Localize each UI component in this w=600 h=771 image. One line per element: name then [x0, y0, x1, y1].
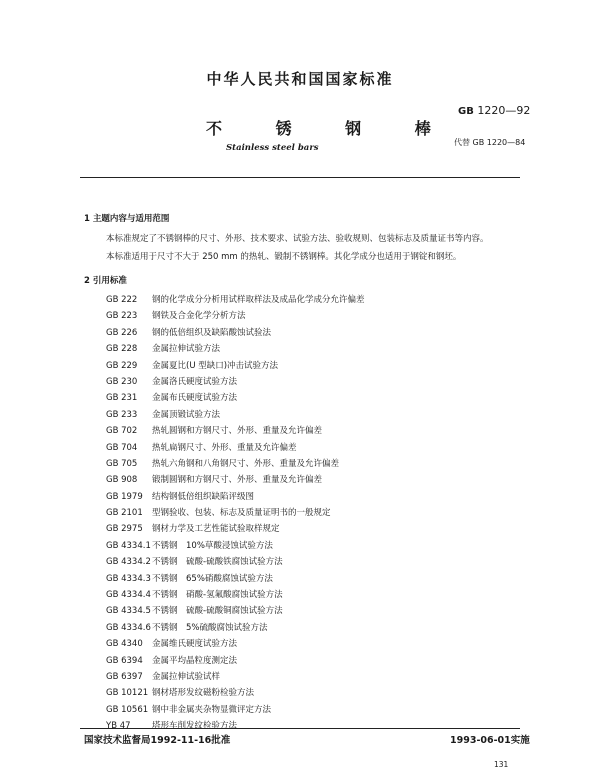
reference-code: GB 6394: [106, 655, 143, 666]
reference-item: [106, 374, 365, 390]
standard-number: 1220—92: [477, 104, 531, 117]
reference-title: 金属夏比(U 型缺口)冲击试验方法: [152, 360, 279, 371]
reference-item: [106, 472, 365, 488]
reference-item: [106, 554, 365, 570]
replaces-standard: 代替 GB 1220—84: [454, 138, 526, 147]
reference-title: 钢材力学及工艺性能试验取样规定: [152, 524, 280, 535]
reference-title: 钢铁及合金化学分析方法: [152, 311, 246, 322]
reference-title: 钢的化学成分分析用试样取样法及成品化学成分允许偏差: [152, 295, 365, 305]
reference-code: GB 231: [106, 393, 138, 404]
reference-item: [106, 456, 365, 472]
reference-title: 金属顶锻试验方法: [152, 409, 221, 420]
reference-title: 型钢验收、包装、标志及质量证明书的一般规定: [152, 508, 331, 519]
reference-title: 不锈钢 硫酸-硫酸铁腐蚀试验方法: [152, 557, 283, 568]
reference-item: [106, 341, 365, 357]
reference-title: 金属平均晶粒度测定法: [152, 655, 238, 666]
reference-item: [106, 669, 365, 685]
reference-item: [106, 521, 365, 537]
reference-code: GB 222: [106, 295, 138, 305]
reference-item: [106, 636, 365, 652]
reference-title: 钢中非金属夹杂物显微评定方法: [152, 704, 272, 715]
reference-item: [106, 308, 365, 324]
reference-code: GB 233: [106, 409, 138, 420]
reference-item: [106, 407, 365, 423]
implementation-date: 1993-06-01实施: [450, 735, 530, 746]
reference-item: [106, 538, 365, 554]
reference-code: GB 10561: [106, 704, 149, 715]
reference-item: [106, 603, 365, 619]
approval-date: 国家技术监督局1992-11-16批准: [84, 735, 231, 746]
reference-item: [106, 390, 365, 406]
reference-item: [106, 423, 365, 439]
reference-item: [106, 358, 365, 374]
reference-code: GB 704: [106, 442, 138, 453]
section-2-heading: 2 引用标准: [84, 276, 127, 286]
reference-title: 热轧六角钢和八角钢尺寸、外形、重量及允许偏差: [152, 458, 340, 469]
reference-code: GB 1979: [106, 491, 143, 502]
standard-code: [458, 104, 530, 117]
page-number: 131: [494, 760, 509, 769]
reference-title: 金属维氏硬度试验方法: [152, 639, 238, 650]
reference-code: GB 4334.2: [106, 557, 151, 568]
reference-title: 热轧扁钢尺寸、外形、重量及允许偏差: [152, 442, 297, 453]
reference-item: [106, 685, 365, 701]
reference-item: [106, 702, 365, 718]
reference-code: GB 4334.4: [106, 590, 151, 601]
reference-code: GB 4334.5: [106, 606, 151, 617]
section-1-heading: 1 主题内容与适用范围: [84, 214, 170, 224]
section-1-paragraph-2: 本标准适用于尺寸不大于 250 mm 的热轧、锻制不锈钢棒。其化学成分也适用于钢锭和钢坯。: [106, 252, 462, 262]
reference-title: 不锈钢 65%硝酸腐蚀试验方法: [152, 573, 273, 584]
reference-title: 锻制圆钢和方钢尺寸、外形、重量及允许偏差: [152, 475, 323, 486]
reference-title: 不锈钢 硫酸-硫酸铜腐蚀试验方法: [152, 606, 283, 617]
reference-title: 钢材塔形发纹磁粉检验方法: [152, 688, 255, 699]
reference-title: 不锈钢 10%草酸浸蚀试验方法: [152, 540, 273, 551]
reference-code: GB 4340: [106, 639, 143, 650]
section-1-paragraph-1: 本标准规定了不锈钢棒的尺寸、外形、技术要求、试验方法、验收规则、包装标志及质量证书等内容。: [106, 234, 489, 244]
reference-code: GB 228: [106, 344, 138, 355]
reference-code: YB 47: [106, 721, 131, 732]
reference-title: 不锈钢 硝酸-氢氟酸腐蚀试验方法: [152, 590, 283, 601]
reference-code: GB 2975: [106, 524, 143, 535]
reference-code: GB 6397: [106, 671, 143, 682]
top-divider: [80, 177, 520, 178]
reference-code: GB 2101: [106, 508, 143, 519]
standard-prefix: GB: [458, 106, 474, 117]
reference-code: GB 908: [106, 475, 138, 486]
reference-code: GB 4334.6: [106, 622, 151, 633]
reference-title: 结构钢低倍组织缺陷评级图: [152, 491, 255, 502]
reference-item: [106, 292, 365, 308]
reference-item: [106, 505, 365, 521]
reference-code: GB 705: [106, 458, 138, 469]
reference-code: GB 10121: [106, 688, 149, 699]
document-title: 不 锈 钢 棒: [206, 119, 455, 138]
issuing-organization: 中华人民共和国国家标准: [206, 70, 394, 88]
reference-title: 金属洛氏硬度试验方法: [152, 376, 238, 387]
reference-title: 热轧圆钢和方钢尺寸、外形、重量及允许偏差: [152, 426, 323, 437]
reference-title: 不锈钢 5%硫酸腐蚀试验方法: [152, 622, 268, 633]
reference-code: GB 223: [106, 311, 138, 322]
reference-item: [106, 653, 365, 669]
english-title: Stainless steel bars: [226, 143, 319, 153]
reference-title: 塔形车削发纹检验方法: [152, 721, 238, 732]
reference-code: GB 4334.3: [106, 573, 151, 584]
reference-item: [106, 489, 365, 505]
bottom-divider: [80, 728, 520, 729]
reference-item: [106, 620, 365, 636]
reference-code: GB 4334.1: [106, 540, 151, 551]
reference-item: [106, 440, 365, 456]
reference-item: [106, 325, 365, 341]
reference-title: 金属布氏硬度试验方法: [152, 393, 238, 404]
reference-title: 金属拉伸试验试样: [152, 671, 221, 682]
reference-item: [106, 587, 365, 603]
reference-list: [106, 292, 365, 735]
reference-code: GB 226: [106, 327, 138, 338]
reference-code: GB 229: [106, 360, 138, 371]
reference-item: [106, 571, 365, 587]
reference-code: GB 702: [106, 426, 138, 437]
reference-code: GB 230: [106, 376, 138, 387]
reference-title: 钢的低倍组织及缺陷酸蚀试验法: [152, 327, 272, 338]
reference-title: 金属拉伸试验方法: [152, 344, 221, 355]
